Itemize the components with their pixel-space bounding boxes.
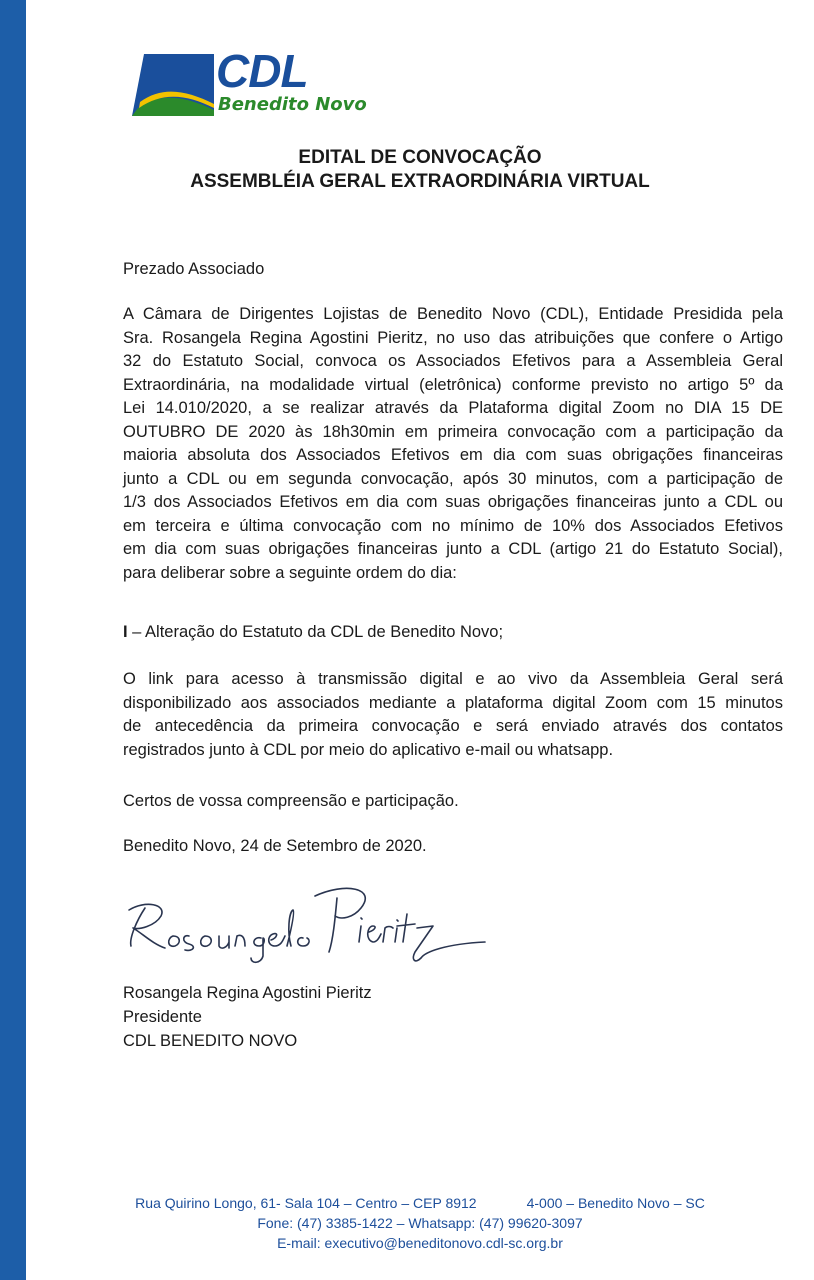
document-title: EDITAL DE CONVOCAÇÃO bbox=[298, 147, 542, 168]
agenda-item-text: – Alteração do Estatuto da CDL de Benedito Novo; bbox=[127, 623, 504, 641]
paragraph-line: junto a CDL ou em segunda convocação, após 30 minutos, com a participação de bbox=[123, 469, 783, 488]
paragraph-line: Sra. Rosangela Regina Agostini Pieritz, no uso das atribuições que confere o Artigo bbox=[123, 328, 783, 347]
signatory-organization: CDL BENEDITO NOVO bbox=[123, 1032, 298, 1050]
convocation-paragraph bbox=[123, 303, 783, 585]
footer-address bbox=[26, 1193, 814, 1213]
logo-brand-text: CDL bbox=[216, 45, 308, 97]
footer-phone: Fone: (47) 3385-1422 – Whatsapp: (47) 99620-3097 bbox=[257, 1215, 583, 1231]
closing-line: Certos de vossa compreensão e participação. bbox=[123, 792, 459, 810]
link-paragraph bbox=[123, 668, 783, 762]
agenda-item-number: I bbox=[123, 623, 128, 641]
footer-email: E-mail: executivo@beneditonovo.cdl-sc.org.br bbox=[277, 1235, 563, 1251]
date-line: Benedito Novo, 24 de Setembro de 2020. bbox=[123, 837, 427, 855]
paragraph-line: para deliberar sobre a seguinte ordem do dia: bbox=[123, 563, 457, 582]
greeting: Prezado Associado bbox=[123, 260, 265, 278]
paragraph-line: Lei 14.010/2020, a se realizar através da Plataforma digital Zoom no DIA 15 DE bbox=[123, 399, 783, 417]
handwritten-signature bbox=[115, 860, 495, 975]
paragraph-line: OUTUBRO DE 2020 às 18h30min em primeira convocação com a participação da bbox=[123, 422, 783, 441]
cdl-logo bbox=[130, 45, 367, 118]
logo-mark-icon bbox=[130, 52, 216, 118]
paragraph-line: disponibilizado aos associados mediante a plataforma digital Zoom com 15 minutos bbox=[123, 693, 783, 712]
footer-address-part: 4-000 – Benedito Novo – SC bbox=[526, 1195, 705, 1211]
paragraph-line: maioria absoluta dos Associados Efetivos em dia com suas obrigações financeiras bbox=[123, 446, 783, 464]
document-subtitle: ASSEMBLÉIA GERAL EXTRAORDINÁRIA VIRTUAL bbox=[190, 171, 650, 192]
paragraph-line: registrados junto à CDL por meio do aplicativo e-mail ou whatsapp. bbox=[123, 740, 614, 759]
paragraph-line: de antecedência da primeira convocação e será enviado através dos contatos bbox=[123, 717, 783, 735]
signatory-name: Rosangela Regina Agostini Pieritz bbox=[123, 984, 372, 1002]
paragraph-line: 1/3 dos Associados Efetivos em dia com suas obrigações financeiras junto a CDL ou bbox=[123, 493, 783, 511]
signatory-role: Presidente bbox=[123, 1008, 202, 1026]
paragraph-line: em dia com suas obrigações financeiras junto a CDL (artigo 21 do Estatuto Social), bbox=[123, 540, 783, 558]
paragraph-line: em terceira e última convocação com no mínimo de 10% dos Associados Efetivos bbox=[123, 516, 783, 535]
paragraph-line: O link para acesso à transmissão digital e ao vivo da Assembleia Geral será bbox=[123, 670, 783, 688]
agenda-item bbox=[123, 621, 783, 645]
paragraph-line: A Câmara de Dirigentes Lojistas de Benedito Novo (CDL), Entidade Presidida pela bbox=[123, 305, 783, 323]
paragraph-line: Extraordinária, na modalidade virtual (eletrônica) conforme previsto no artigo 5º da bbox=[123, 375, 783, 394]
logo-city-text: Benedito Novo bbox=[218, 94, 367, 115]
footer-address-part: Rua Quirino Longo, 61- Sala 104 – Centro – CEP 8912 bbox=[135, 1195, 477, 1211]
paragraph-line: 32 do Estatuto Social, convoca os Associados Efetivos para a Assembleia Geral bbox=[123, 352, 783, 370]
left-accent-bar bbox=[0, 0, 26, 1280]
